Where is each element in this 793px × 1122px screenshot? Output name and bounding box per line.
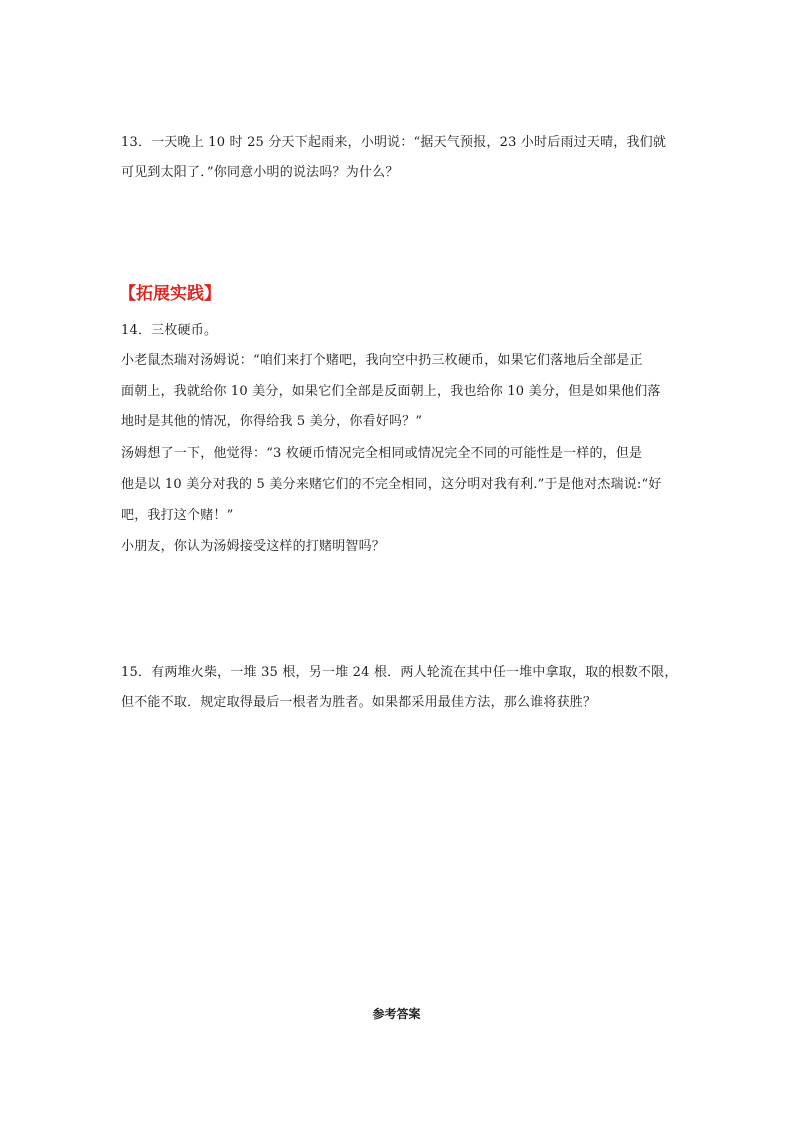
q13-line-2: 可见到太阳了．”你同意小明的说法吗？为什么？ xyxy=(121,165,399,180)
q14-line-1: 14．三枚硬币。 xyxy=(121,323,218,338)
q14-line-4: 地时是其他的情况，你得给我 5 美分，你看好吗？” xyxy=(121,414,423,429)
q14-line-6: 他是以 10 美分对我的 5 美分来赌它们的不完全相同，这分明对我有利.”于是他对杰瑞说:“好 xyxy=(121,477,662,492)
q14-line-8: 小朋友，你认为汤姆接受这样的打赌明智吗？ xyxy=(121,539,386,554)
q15-line-1: 15．有两堆火柴，一堆 35 根，另一堆 24 根．两人轮流在其中任一堆中拿取，取的根数不限， xyxy=(121,665,678,680)
q14-line-2: 小老鼠杰瑞对汤姆说：“咱们来打个赌吧，我向空中扔三枚硬币，如果它们落地后全部是正 xyxy=(121,353,643,368)
q14-line-5: 汤姆想了一下，他觉得：“3 枚硬币情况完全相同或情况完全不同的可能性是一样的，但是 xyxy=(121,446,643,461)
q14-line-7: 吧，我打这个赌！” xyxy=(121,508,234,523)
section-title-extension-practice: 【拓展实践】 xyxy=(119,284,221,304)
q13-line-1: 13．一天晚上 10 时 25 分天下起雨来，小明说：“据天气预报，23 小时后雨过天晴，我们就 xyxy=(121,135,667,150)
q14-line-3: 面朝上，我就给你 10 美分，如果它们全部是反面朝上，我也给你 10 美分，但是如果他们落 xyxy=(121,384,661,399)
q15-line-2: 但不能不取．规定取得最后一根者为胜者。如果都采用最佳方法，那么谁将获胜？ xyxy=(121,695,597,710)
reference-answers-heading: 参考答案 xyxy=(372,1007,421,1021)
